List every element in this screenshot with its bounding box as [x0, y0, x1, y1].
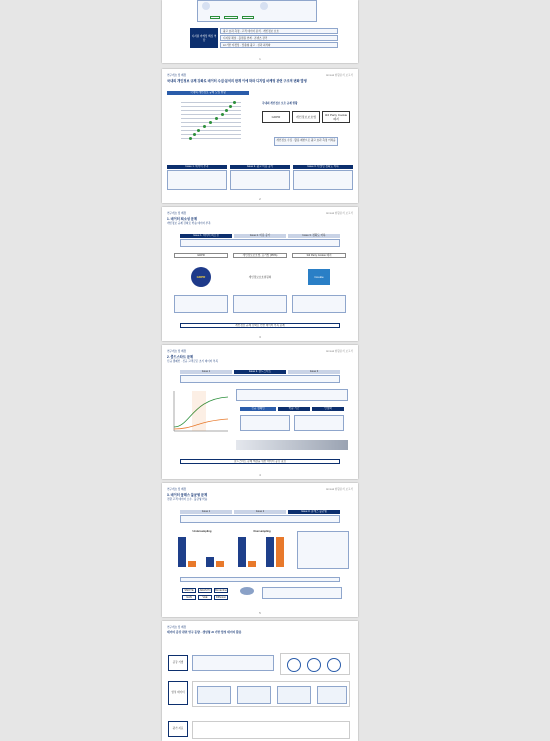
cookie-label: 3rd Party Cookie 폐지 — [324, 113, 348, 121]
impact-note-text: 개인정보 수집 · 활용 제한으로 광고 효과 측정 어려움 — [276, 139, 336, 142]
gdpr-logo — [191, 267, 211, 287]
page1-icon-circle — [260, 2, 268, 10]
side-item: 합성 데이터 — [168, 681, 188, 705]
undersampling-bar — [216, 561, 224, 567]
learning-curve-graph — [170, 389, 230, 435]
stage-detail — [294, 415, 344, 431]
page-number: 3 — [259, 335, 261, 339]
card-body — [174, 295, 228, 313]
header-right: Annual 현황분석 보고서 — [325, 212, 353, 215]
page-subtitle: 전환 고객 데이터 소수 · 불균형 학습 — [167, 498, 208, 501]
method-chip: VAE — [198, 595, 212, 600]
stage-chip: 안정화 — [312, 407, 344, 411]
timeline-dot — [189, 137, 192, 140]
page-number: 4 — [259, 473, 261, 477]
side-label-text: 디지털 마케팅 핵심 역량 — [191, 35, 217, 42]
page-title: 데이터 증강 관련 연구 동향 · 생성형 AI 기반 합성 데이터 활용 — [167, 630, 242, 634]
issue-tab: Issue 3. 타겟팅 정확도 저하 — [293, 165, 353, 169]
page-header — [167, 487, 353, 491]
timeline-dot — [229, 105, 232, 108]
card-body — [292, 295, 346, 313]
tab: Issue 3. 정확도 저하 — [288, 234, 340, 238]
page-6 — [162, 621, 358, 741]
page-1 — [162, 0, 358, 63]
page-4 — [162, 345, 358, 479]
page-title: 2. 콜드스타트 문제 — [167, 355, 193, 359]
page-3 — [162, 207, 358, 341]
row-text: 디지털 채널 · 플랫폼 연계 · 콘텐츠 관리 — [223, 37, 268, 40]
method-chip: Diffusion — [215, 596, 227, 599]
diagram-circles — [280, 653, 350, 675]
card-body — [233, 295, 287, 313]
page-header — [167, 211, 353, 215]
undersampling-bar — [178, 537, 186, 567]
oversampling-bar — [238, 537, 246, 567]
page-header — [167, 625, 353, 629]
page-title: 1. 데이터 희소성 문제 — [167, 217, 197, 221]
undersampling-title: Undersampling — [192, 530, 212, 533]
page-header — [167, 349, 353, 353]
stage-chip: 학습 기간 — [278, 407, 310, 411]
page1-row — [220, 35, 338, 41]
page1-green-tag — [224, 16, 238, 19]
tab: Issue 2. 콜드스타트 — [234, 370, 286, 374]
issue-tab: Issue 2. 광고 비용 증가 — [230, 165, 290, 169]
oversampling-bar — [248, 561, 256, 567]
gdpr-label: GDPR — [271, 115, 281, 119]
method-description — [262, 587, 342, 599]
header-left: 연구개요 및 배경 — [167, 212, 186, 215]
method-chip: Borderline — [215, 589, 227, 592]
stage-detail — [240, 415, 290, 431]
timeline-dot — [209, 121, 212, 124]
tab-body — [180, 515, 340, 523]
tab-body — [180, 239, 340, 247]
gdpr-logo-text: GDPR — [196, 275, 206, 279]
content-row — [192, 655, 274, 671]
method-chip: SMOTE — [182, 588, 196, 593]
cookie-logo — [308, 269, 330, 285]
issue-tab: Issue 1. 데이터 부족 — [167, 165, 227, 169]
page-number: 5 — [259, 611, 261, 615]
issue-body — [230, 170, 290, 190]
tab-body — [180, 375, 340, 383]
oversampling-bar — [276, 537, 284, 567]
header-right: Annual 현황분석 보고서 — [325, 488, 353, 491]
page-footer-box: 콜드스타트 문제 해결을 위한 데이터 증강 필요 — [180, 459, 340, 464]
header-left: 연구개요 및 배경 — [167, 74, 186, 77]
tab: Issue 1 — [180, 510, 232, 514]
stage-chip: 신규 캠페인 — [240, 407, 276, 411]
page-footer-box: 개인정보 규제 강화로 인한 데이터 부족 문제 — [180, 323, 340, 328]
card-title: 3rd Party Cookie 폐지 — [292, 253, 346, 258]
page-title: 국내외 개인정보 규제 강화로 데이터 수집·분석의 한계 이에 따라 디지털 마케팅 관련 구조적 변화 발생 — [167, 79, 307, 83]
pipc-logo — [240, 271, 280, 283]
row-text: 광고 효과 측정 · 고객 데이터 분석 · 개인정보 보호 — [223, 30, 279, 33]
timeline-dot — [225, 109, 228, 112]
page1-green-tag — [210, 16, 220, 19]
impact-note — [274, 137, 338, 146]
undersampling-bar — [188, 561, 196, 567]
cookie-logo-text: Cookie — [314, 275, 324, 279]
timeline-dot — [203, 125, 206, 128]
page1-green-tag — [242, 16, 254, 19]
gdpr-box — [262, 111, 290, 123]
timeline-dot — [215, 117, 218, 120]
page-number: 1 — [259, 57, 261, 61]
page-title: 3. 데이터 클래스 불균형 문제 — [167, 493, 208, 497]
page1-row — [220, 28, 338, 34]
right-title: 국내외 개인정보 보호 규제 현황 — [262, 102, 298, 105]
timeline-dot — [193, 133, 196, 136]
row-text: AI 기반 타겟팅 · 맞춤형 광고 · 성과 최적화 — [223, 44, 271, 47]
header-left: 연구개요 및 배경 — [167, 350, 186, 353]
card-title: 개인정보보호법, 표기법 (PIPA) — [233, 253, 287, 258]
tab: Issue 2. 비용 증가 — [234, 234, 286, 238]
pipc-logo-text: 개인정보보호위원회 — [248, 276, 272, 279]
pipa-label: 개인정보보호법 — [295, 115, 317, 119]
page-5 — [162, 483, 358, 617]
page-number: 2 — [259, 197, 261, 201]
tab: Issue 3. 클래스 불균형 — [288, 510, 340, 514]
method-list — [297, 531, 349, 569]
timeline-dot — [233, 101, 236, 104]
method-chip: GAN — [182, 595, 196, 600]
explanation-box — [236, 389, 348, 401]
header-right: Annual 현황분석 보고서 — [325, 74, 353, 77]
tab: Issue 3 — [288, 370, 340, 374]
arrow-band — [236, 440, 348, 450]
undersampling-bar — [206, 557, 214, 567]
method-chip: ADASYN — [199, 589, 211, 592]
header-left: 연구개요 및 배경 — [167, 626, 186, 629]
oversampling-bar — [266, 537, 274, 567]
page-subtitle: 신규 캠페인 · 신규 고객군은 초기 데이터 부족 — [167, 360, 219, 363]
oversampling-title: Oversampling — [253, 530, 271, 533]
timeline-dot — [197, 129, 200, 132]
tab: Issue 1 — [180, 370, 232, 374]
chart-title: 국내외 개인정보 규제 도입 현황 — [167, 91, 249, 95]
side-item: 증강 기법 — [168, 655, 188, 671]
issue-body — [293, 170, 353, 190]
pipeline-diagram — [192, 681, 350, 707]
issue-body — [167, 170, 227, 190]
page-header — [167, 73, 353, 77]
tab: Issue 1. 데이터 희소성 — [180, 234, 232, 238]
timeline-dot — [221, 113, 224, 116]
page-2 — [162, 69, 358, 203]
page-subtitle: 개인정보 규제 강화로 학습 데이터 부족 — [167, 222, 211, 225]
fish-icon — [240, 587, 254, 595]
card-title: GDPR — [174, 253, 228, 258]
side-item: 평가 지표 — [168, 721, 188, 737]
page1-row — [220, 42, 338, 48]
summary-box — [180, 577, 340, 582]
cookie-box — [322, 111, 350, 123]
page1-side-label — [190, 28, 218, 48]
timeline-chart — [167, 96, 249, 149]
header-right: Annual 현황분석 보고서 — [325, 350, 353, 353]
tab: Issue 2 — [234, 510, 286, 514]
pipa-box — [292, 111, 320, 123]
evaluation-diagram — [192, 721, 350, 739]
header-left: 연구개요 및 배경 — [167, 488, 186, 491]
page1-icon-circle — [202, 2, 210, 10]
